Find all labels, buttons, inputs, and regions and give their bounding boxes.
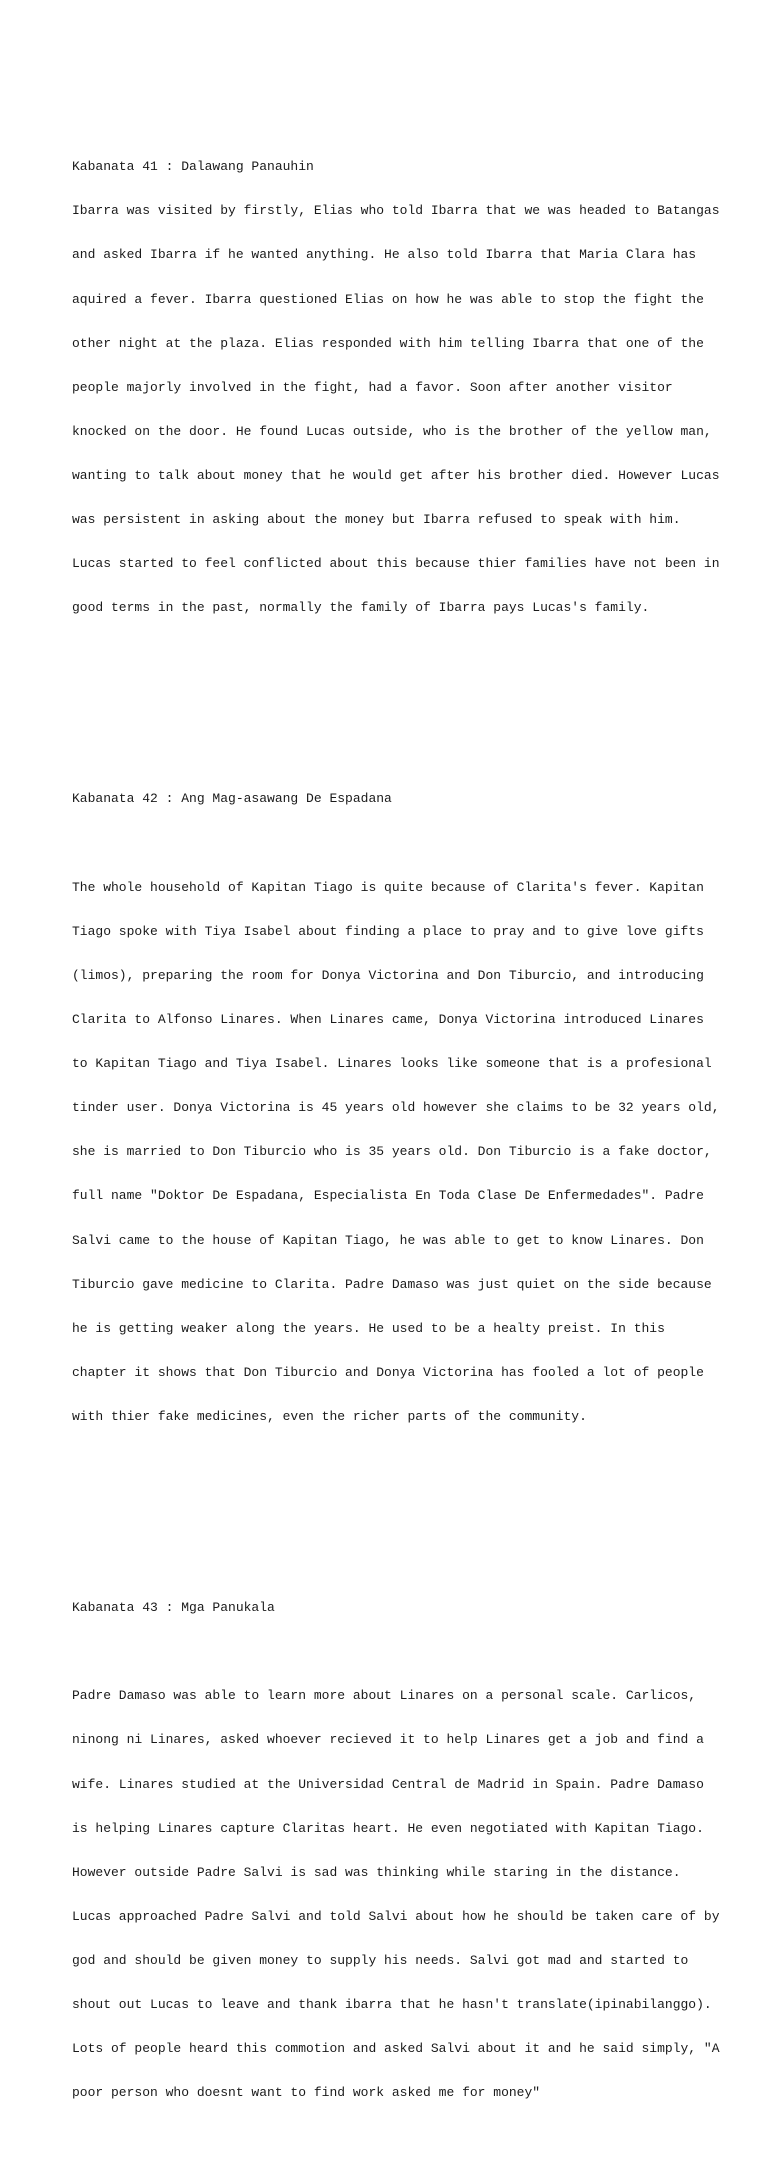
chapter-41-heading: Kabanata 41 : Dalawang Panauhin [72,159,314,175]
chapter-43-line-10: poor person who doesnt want to find work asked me for money" [72,2085,541,2101]
chapter-41-line-9: Lucas started to feel conflicted about this because thier families have not been in [72,556,720,572]
chapter-43 [72,1572,720,2131]
chapter-41-line-7: wanting to talk about money that he would get after his brother died. However Lucas [72,467,720,483]
chapter-42-line-11: he is getting weaker along the years. He used to be a healty preist. In this [72,1320,665,1336]
chapter-42-line-5: to Kapitan Tiago and Tiya Isabel. Linares looks like someone that is a profesional [72,1056,712,1072]
chapter-43-line-9: Lots of people heard this commotion and asked Salvi about it and he said simply, "A [72,2041,720,2057]
chapter-43-line-1: Padre Damaso was able to learn more about Linares on a personal scale. Carlicos, [72,1688,697,1704]
chapter-41-line-8: was persistent in asking about the money but Ibarra refused to speak with him. [72,512,681,528]
chapter-42-line-7: she is married to Don Tiburcio who is 35 years old. Don Tiburcio is a fake doctor, [72,1144,712,1160]
chapter-43-line-2: ninong ni Linares, asked whoever recieved it to help Linares get a job and find a [72,1732,704,1748]
chapter-42-line-4: Clarita to Alfonso Linares. When Linares came, Donya Victorina introduced Linares [72,1011,704,1027]
chapter-42-line-3: (limos), preparing the room for Donya Victorina and Don Tiburcio, and introducing [72,967,704,983]
chapter-43-heading: Kabanata 43 : Mga Panukala [72,1600,275,1616]
chapter-43-line-8: shout out Lucas to leave and thank ibarra that he hasn't translate(ipinabilanggo). [72,1997,712,2013]
chapter-43-line-3: wife. Linares studied at the Universidad Central de Madrid in Spain. Padre Damaso [72,1776,704,1792]
chapter-43-line-6: Lucas approached Padre Salvi and told Salvi about how he should be taken care of by [72,1908,720,1924]
chapter-41 [72,131,720,646]
chapter-41-line-5: people majorly involved in the fight, had a favor. Soon after another visitor [72,379,673,395]
chapter-42-line-9: Salvi came to the house of Kapitan Tiago, he was able to get to know Linares. Don [72,1232,704,1248]
chapter-42-line-8: full name "Doktor De Espadana, Especialista En Toda Clase De Enfermedades". Padre [72,1188,704,1204]
chapter-43-line-5: However outside Padre Salvi is sad was thinking while staring in the distance. [72,1864,681,1880]
chapter-42-line-2: Tiago spoke with Tiya Isabel about finding a place to pray and to give love gifts [72,923,704,939]
chapter-41-line-1: Ibarra was visited by firstly, Elias who told Ibarra that we was headed to Batangas [72,203,720,219]
chapter-42-line-13: with thier fake medicines, even the richer parts of the community. [72,1408,587,1424]
chapter-42-line-12: chapter it shows that Don Tiburcio and Donya Victorina has fooled a lot of people [72,1364,704,1380]
chapter-42 [72,763,720,1454]
paragraph-gap [72,690,712,705]
chapter-41-line-2: and asked Ibarra if he wanted anything. He also told Ibarra that Maria Clara has [72,247,697,263]
paragraph-gap [72,1498,712,1513]
heading-gap [72,1645,712,1660]
chapter-42-line-1: The whole household of Kapitan Tiago is quite because of Clarita's fever. Kapitan [72,879,704,895]
chapter-41-line-6: knocked on the door. He found Lucas outside, who is the brother of the yellow man, [72,423,712,439]
chapter-42-line-10: Tiburcio gave medicine to Clarita. Padre Damaso was just quiet on the side because [72,1276,712,1292]
chapter-42-heading: Kabanata 42 : Ang Mag-asawang De Espadana [72,791,392,807]
chapter-41-line-4: other night at the plaza. Elias responded with him telling Ibarra that one of the [72,335,704,351]
heading-gap [72,837,712,852]
chapter-41-line-10: good terms in the past, normally the family of Ibarra pays Lucas's family. [72,600,650,616]
chapter-43-line-4: is helping Linares capture Claritas heart. He even negotiated with Kapitan Tiago. [72,1820,704,1836]
chapter-43-line-7: god and should be given money to supply his needs. Salvi got mad and started to [72,1952,689,1968]
document-page [72,72,720,2160]
chapter-41-line-3: aquired a fever. Ibarra questioned Elias on how he was able to stop the fight the [72,291,704,307]
chapter-42-line-6: tinder user. Donya Victorina is 45 years old however she claims to be 32 years old, [72,1100,720,1116]
